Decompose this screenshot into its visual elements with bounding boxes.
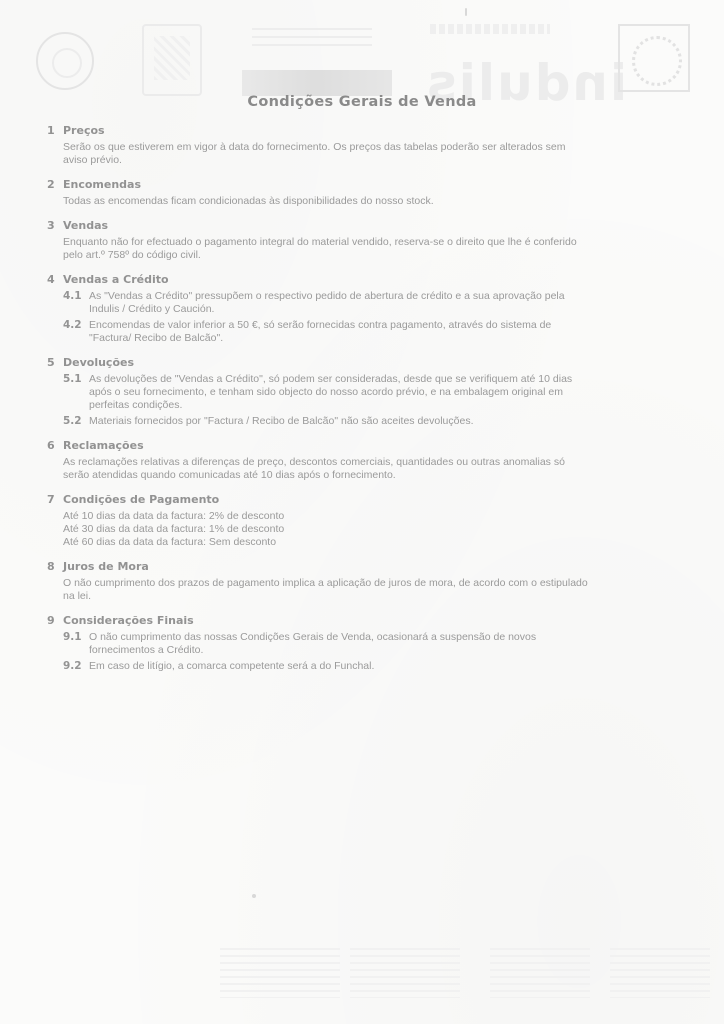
subsection-4.1 bbox=[63, 290, 677, 316]
subsection-text bbox=[89, 319, 677, 345]
section-heading bbox=[0, 560, 724, 574]
section-number: 4 bbox=[47, 273, 55, 286]
section-title: Juros de Mora bbox=[63, 560, 149, 573]
section-2 bbox=[0, 178, 724, 208]
section-8 bbox=[0, 560, 724, 603]
subsection-number: 5.1 bbox=[63, 373, 82, 385]
section-heading bbox=[0, 356, 724, 370]
section-title: Devoluções bbox=[63, 356, 135, 369]
subsection-text bbox=[89, 660, 677, 673]
section-heading bbox=[0, 273, 724, 287]
body-line: As reclamações relativas a diferenças de preço, descontos comerciais, quantidades ou outras anomalias só bbox=[63, 456, 565, 468]
body-line: Indulis / Crédito y Caución. bbox=[89, 303, 215, 315]
section-title: Vendas bbox=[63, 219, 109, 232]
subsection-text bbox=[89, 631, 677, 657]
body-line: Até 10 dias da data da factura: 2% de desconto bbox=[63, 510, 285, 522]
certification-seal-icon bbox=[36, 32, 94, 90]
subsection-4.2 bbox=[63, 319, 677, 345]
scan-speck bbox=[252, 894, 256, 898]
brand-tagline-mark bbox=[430, 24, 550, 34]
quality-badge-icon bbox=[618, 24, 690, 92]
subsection-9.2 bbox=[63, 660, 677, 673]
terms-sections bbox=[0, 124, 724, 684]
body-line: Em caso de litígio, a comarca competente será a do Funchal. bbox=[89, 660, 375, 672]
section-number: 1 bbox=[47, 124, 55, 137]
body-line: As "Vendas a Crédito" pressupõem o respectivo pedido de abertura de crédito e a sua aprovação pela bbox=[89, 290, 565, 302]
section-title: Preços bbox=[63, 124, 105, 137]
subsection-5.2 bbox=[63, 415, 677, 428]
partner-logo-icon bbox=[242, 26, 392, 96]
section-number: 8 bbox=[47, 560, 55, 573]
subsection-number: 4.2 bbox=[63, 319, 82, 331]
section-heading bbox=[0, 219, 724, 233]
section-4 bbox=[0, 273, 724, 345]
section-heading bbox=[0, 493, 724, 507]
subsection-number: 9.2 bbox=[63, 660, 82, 672]
body-line: Até 60 dias da data da factura: Sem desconto bbox=[63, 536, 277, 548]
body-line: serão atendidas quando comunicadas até 10 dias após o fornecimento. bbox=[63, 469, 396, 481]
subsection-number: 5.2 bbox=[63, 415, 82, 427]
section-3 bbox=[0, 219, 724, 262]
body-line: pelo art.º 758º do código civil. bbox=[63, 249, 201, 261]
body-line: Todas as encomendas ficam condicionadas às disponibilidades do nosso stock. bbox=[63, 195, 434, 207]
section-heading bbox=[0, 124, 724, 138]
section-7 bbox=[0, 493, 724, 549]
body-line: aviso prévio. bbox=[63, 154, 122, 166]
body-line: O não cumprimento dos prazos de pagamento implica a aplicação de juros de mora, de acordo com o estipulado bbox=[63, 577, 588, 589]
scan-speck bbox=[465, 8, 467, 16]
section-number: 5 bbox=[47, 356, 55, 369]
section-title: Condições de Pagamento bbox=[63, 493, 220, 506]
subsection-9.1 bbox=[63, 631, 677, 657]
section-number: 9 bbox=[47, 614, 55, 627]
section-title: Reclamações bbox=[63, 439, 144, 452]
section-title: Vendas a Crédito bbox=[63, 273, 169, 286]
section-6 bbox=[0, 439, 724, 482]
body-line: As devoluções de "Vendas a Crédito", só podem ser consideradas, desde que se verifiquem até 10 dias bbox=[89, 373, 573, 385]
section-body bbox=[63, 510, 677, 549]
footer-contact-block bbox=[200, 948, 710, 1008]
section-heading bbox=[0, 614, 724, 628]
section-number: 7 bbox=[47, 493, 55, 506]
section-body bbox=[63, 577, 677, 603]
section-body bbox=[63, 236, 677, 262]
section-9 bbox=[0, 614, 724, 673]
section-heading bbox=[0, 178, 724, 192]
section-number: 3 bbox=[47, 219, 55, 232]
body-line: Enquanto não for efectuado o pagamento integral do material vendido, reserva-se o direito que lhe é conferido bbox=[63, 236, 577, 248]
section-body bbox=[63, 456, 677, 482]
crest-logo-icon bbox=[142, 24, 202, 96]
body-line: Serão os que estiverem em vigor à data do fornecimento. Os preços das tabelas poderão ser alterados sem bbox=[63, 141, 566, 153]
section-body bbox=[63, 195, 677, 208]
body-line: "Factura/ Recibo de Balcão". bbox=[89, 332, 224, 344]
document-title: Condições Gerais de Venda bbox=[247, 94, 477, 110]
subsection-5.1 bbox=[63, 373, 677, 412]
subsection-text bbox=[89, 415, 677, 428]
section-body bbox=[63, 141, 677, 167]
body-line: Materiais fornecidos por "Factura / Recibo de Balcão" não são aceites devoluções. bbox=[89, 415, 474, 427]
section-title: Encomendas bbox=[63, 178, 142, 191]
section-heading bbox=[0, 439, 724, 453]
body-line: na lei. bbox=[63, 590, 92, 602]
section-1 bbox=[0, 124, 724, 167]
body-line: perfeitas condições. bbox=[89, 399, 183, 411]
subsection-number: 9.1 bbox=[63, 631, 82, 643]
subsection-text bbox=[89, 373, 677, 412]
body-line: após o seu fornecimento, e tenham sido objecto do nosso acordo prévio, e na embalagem original em bbox=[89, 386, 563, 398]
body-line: O não cumprimento das nossas Condições Gerais de Venda, ocasionará a suspensão de novos bbox=[89, 631, 537, 643]
body-line: fornecimentos a Crédito. bbox=[89, 644, 204, 656]
body-line: Até 30 dias da data da factura: 1% de desconto bbox=[63, 523, 285, 535]
brand-wordmark-icon: indulis bbox=[425, 54, 628, 112]
subsection-text bbox=[89, 290, 677, 316]
body-line: Encomendas de valor inferior a 50 €, só serão fornecidas contra pagamento, através do sistema de bbox=[89, 319, 552, 331]
section-number: 6 bbox=[47, 439, 55, 452]
section-title: Considerações Finais bbox=[63, 614, 194, 627]
section-5 bbox=[0, 356, 724, 428]
subsection-number: 4.1 bbox=[63, 290, 82, 302]
section-number: 2 bbox=[47, 178, 55, 191]
